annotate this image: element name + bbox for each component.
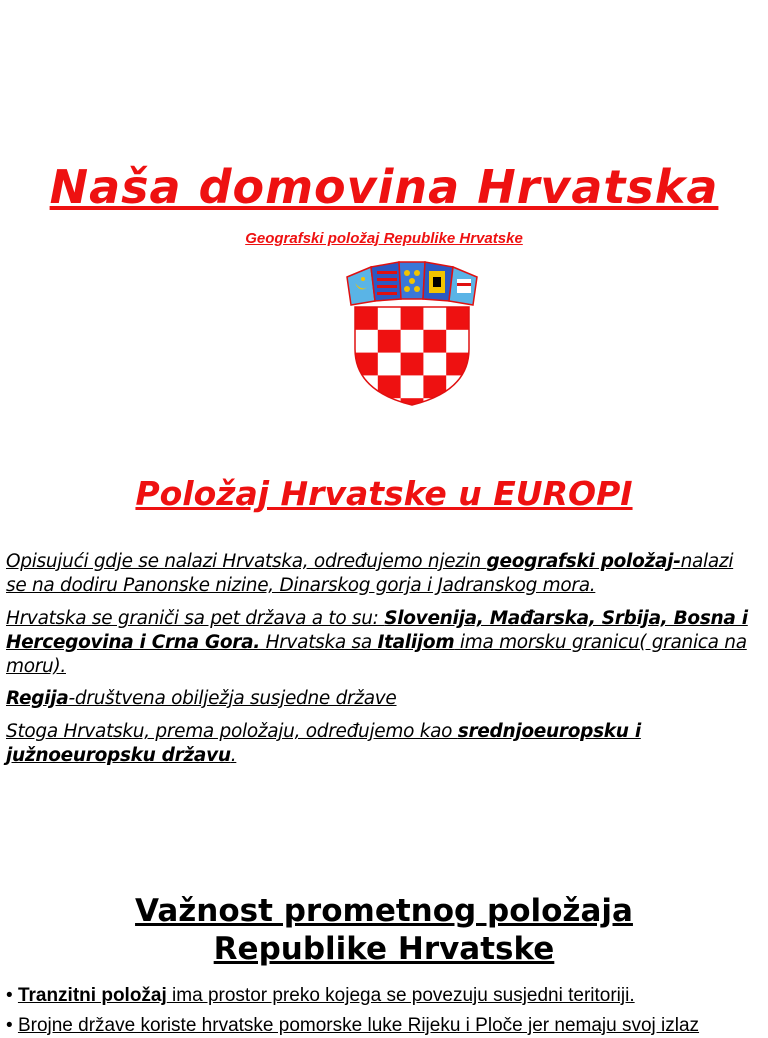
text: Opisujući gdje se nalazi Hrvatska, određujemo njezin	[6, 551, 487, 572]
bold-text: srednjoeuropsku i južnoeuropsku državu	[6, 721, 641, 766]
text: ima morsku granicu( granica na moru).	[6, 632, 747, 677]
croatian-coat-of-arms-icon	[341, 259, 483, 409]
page-title: Naša domovina Hrvatska	[49, 160, 719, 214]
checker-square	[401, 307, 424, 330]
text: Stoga Hrvatsku, prema položaju, određujemo kao	[6, 721, 458, 742]
bold-text: geografski položaj-	[486, 551, 681, 572]
paragraph-geographic-position	[6, 550, 751, 598]
checker-square	[378, 375, 401, 398]
bullet-item	[6, 1014, 766, 1038]
heading-line: Važnost prometnog položaja	[135, 893, 633, 929]
subtitle: Geografski položaj Republike Hrvatske	[245, 230, 523, 247]
checker-square	[423, 330, 446, 353]
checker-square	[423, 375, 446, 398]
bullet-marker: •	[6, 985, 13, 1006]
bullet-marker: •	[6, 1015, 13, 1036]
text: Brojne države koriste hrvatske pomorske luke Rijeku i Ploče jer nemaju svoj izlaz	[17, 1015, 700, 1036]
text: Hrvatska se graniči sa pet država a to su:	[6, 608, 385, 629]
bold-text: Regija	[6, 688, 69, 709]
text: .	[230, 745, 237, 766]
checker-square	[378, 330, 401, 353]
checker-square	[355, 353, 378, 376]
checker-square	[446, 398, 469, 409]
text: -društvena obilježja susjedne države	[68, 688, 397, 709]
bold-text: Tranzitni položaj	[17, 985, 167, 1006]
section-heading-traffic	[0, 892, 768, 968]
section-heading-europe: Položaj Hrvatske u EUROPI	[135, 474, 633, 513]
text: Hrvatska sa	[260, 632, 378, 653]
text: ima prostor preko kojega se povezuju susjedni teritoriji.	[166, 985, 635, 1006]
paragraph-borders	[6, 607, 751, 679]
checker-square	[401, 353, 424, 376]
checker-square	[446, 353, 469, 376]
bold-text: Slovenija, Mađarska, Srbija, Bosna i Hercegovina i Crna Gora.	[6, 608, 748, 653]
checker-square	[355, 398, 378, 409]
checker-square	[446, 307, 469, 330]
text: nalazi se na dodiru Panonske nizine, Dinarskog gorja i Jadranskog mora.	[6, 551, 734, 596]
paragraph-region	[6, 687, 751, 711]
heading-line: Republike Hrvatske	[213, 931, 555, 967]
paragraph-conclusion	[6, 720, 751, 768]
checker-square	[355, 307, 378, 330]
bold-text: Italijom	[377, 632, 455, 653]
bullet-item	[6, 984, 766, 1008]
